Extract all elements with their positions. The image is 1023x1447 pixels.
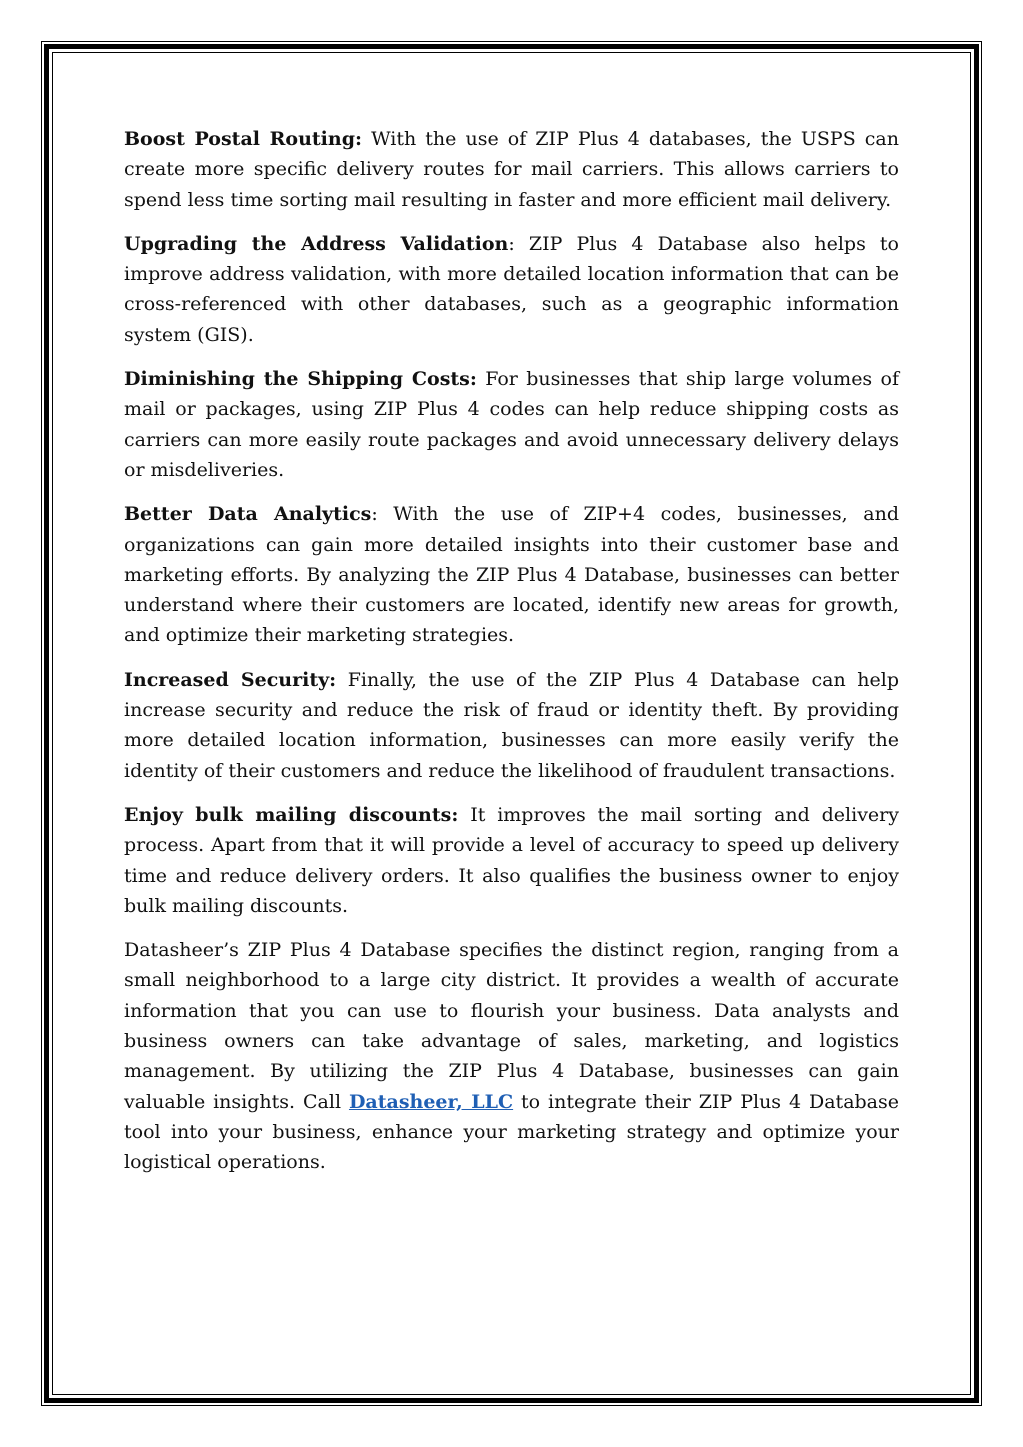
paragraph-heading: Upgrading the Address Validation [124, 232, 509, 255]
paragraph-text: : With the use of ZIP+4 codes, businesses, and organizations can gain more detailed insights into their customer base and marketing efforts. By analyzing the ZIP Plus 4 Database, businesses can better understand where their customers are located, identify new areas for growth, and optimize their marketing strategies. [124, 503, 899, 647]
paragraph-bulk-mailing [124, 800, 899, 921]
paragraph-shipping-costs [124, 364, 899, 485]
document-body [124, 124, 899, 1192]
closing-text-after: to integrate their ZIP Plus 4 Database tool into your business, enhance your marketing strategy and optimize your logistical operations. [124, 1090, 900, 1174]
paragraph-text: For businesses that ship large volumes of mail or packages, using ZIP Plus 4 codes can help reduce shipping costs as carriers can more easily route packages and avoid unnecessary delivery delays or misdeliveries. [124, 368, 899, 481]
paragraph-heading: Better Data Analytics [124, 503, 372, 526]
paragraph-heading: Boost Postal Routing: [124, 128, 362, 150]
paragraph-heading: Increased Security: [124, 668, 337, 691]
paragraph-data-analytics [124, 499, 899, 650]
paragraph-closing [124, 935, 899, 1177]
closing-text-before: Datasheer’s ZIP Plus 4 Database specifies the distinct region, ranging from a small neighborhood to a large city district. It provides a wealth of accurate information that you can use to flourish your business. Data analysts and business owners can take advantage of sales, marketing, and logistics management. By utilizing the ZIP Plus 4 Database, businesses can gain valuable insights. Call [124, 939, 899, 1113]
paragraph-increased-security [124, 665, 899, 786]
datasheer-link[interactable]: Datasheer, LLC [348, 1090, 514, 1113]
paragraph-text: Finally, the use of the ZIP Plus 4 Database can help increase security and reduce the risk of fraud or identity theft. By providing more detailed location information, businesses can more easily verify the identity of their customers and reduce the likelihood of fraudulent transactions. [124, 668, 899, 782]
paragraph-text: With the use of ZIP Plus 4 databases, the USPS can create more specific delivery routes for mail carriers. This allows carriers to spend less time sorting mail resulting in faster and more efficient mail delivery. [124, 128, 899, 211]
paragraph-text: : ZIP Plus 4 Database also helps to improve address validation, with more detailed location information that can be cross-referenced with other databases, such as a geographic information system (GIS). [124, 232, 899, 346]
paragraph-boost-postal-routing [124, 124, 899, 215]
paragraph-address-validation [124, 229, 899, 350]
paragraph-text: It improves the mail sorting and delivery process. Apart from that it will provide a level of accuracy to speed up delivery time and reduce delivery orders. It also qualifies the business owner to enjoy bulk mailing discounts. [124, 803, 899, 917]
paragraph-heading: Enjoy bulk mailing discounts: [124, 803, 459, 826]
paragraph-heading: Diminishing the Shipping Costs: [124, 368, 477, 391]
